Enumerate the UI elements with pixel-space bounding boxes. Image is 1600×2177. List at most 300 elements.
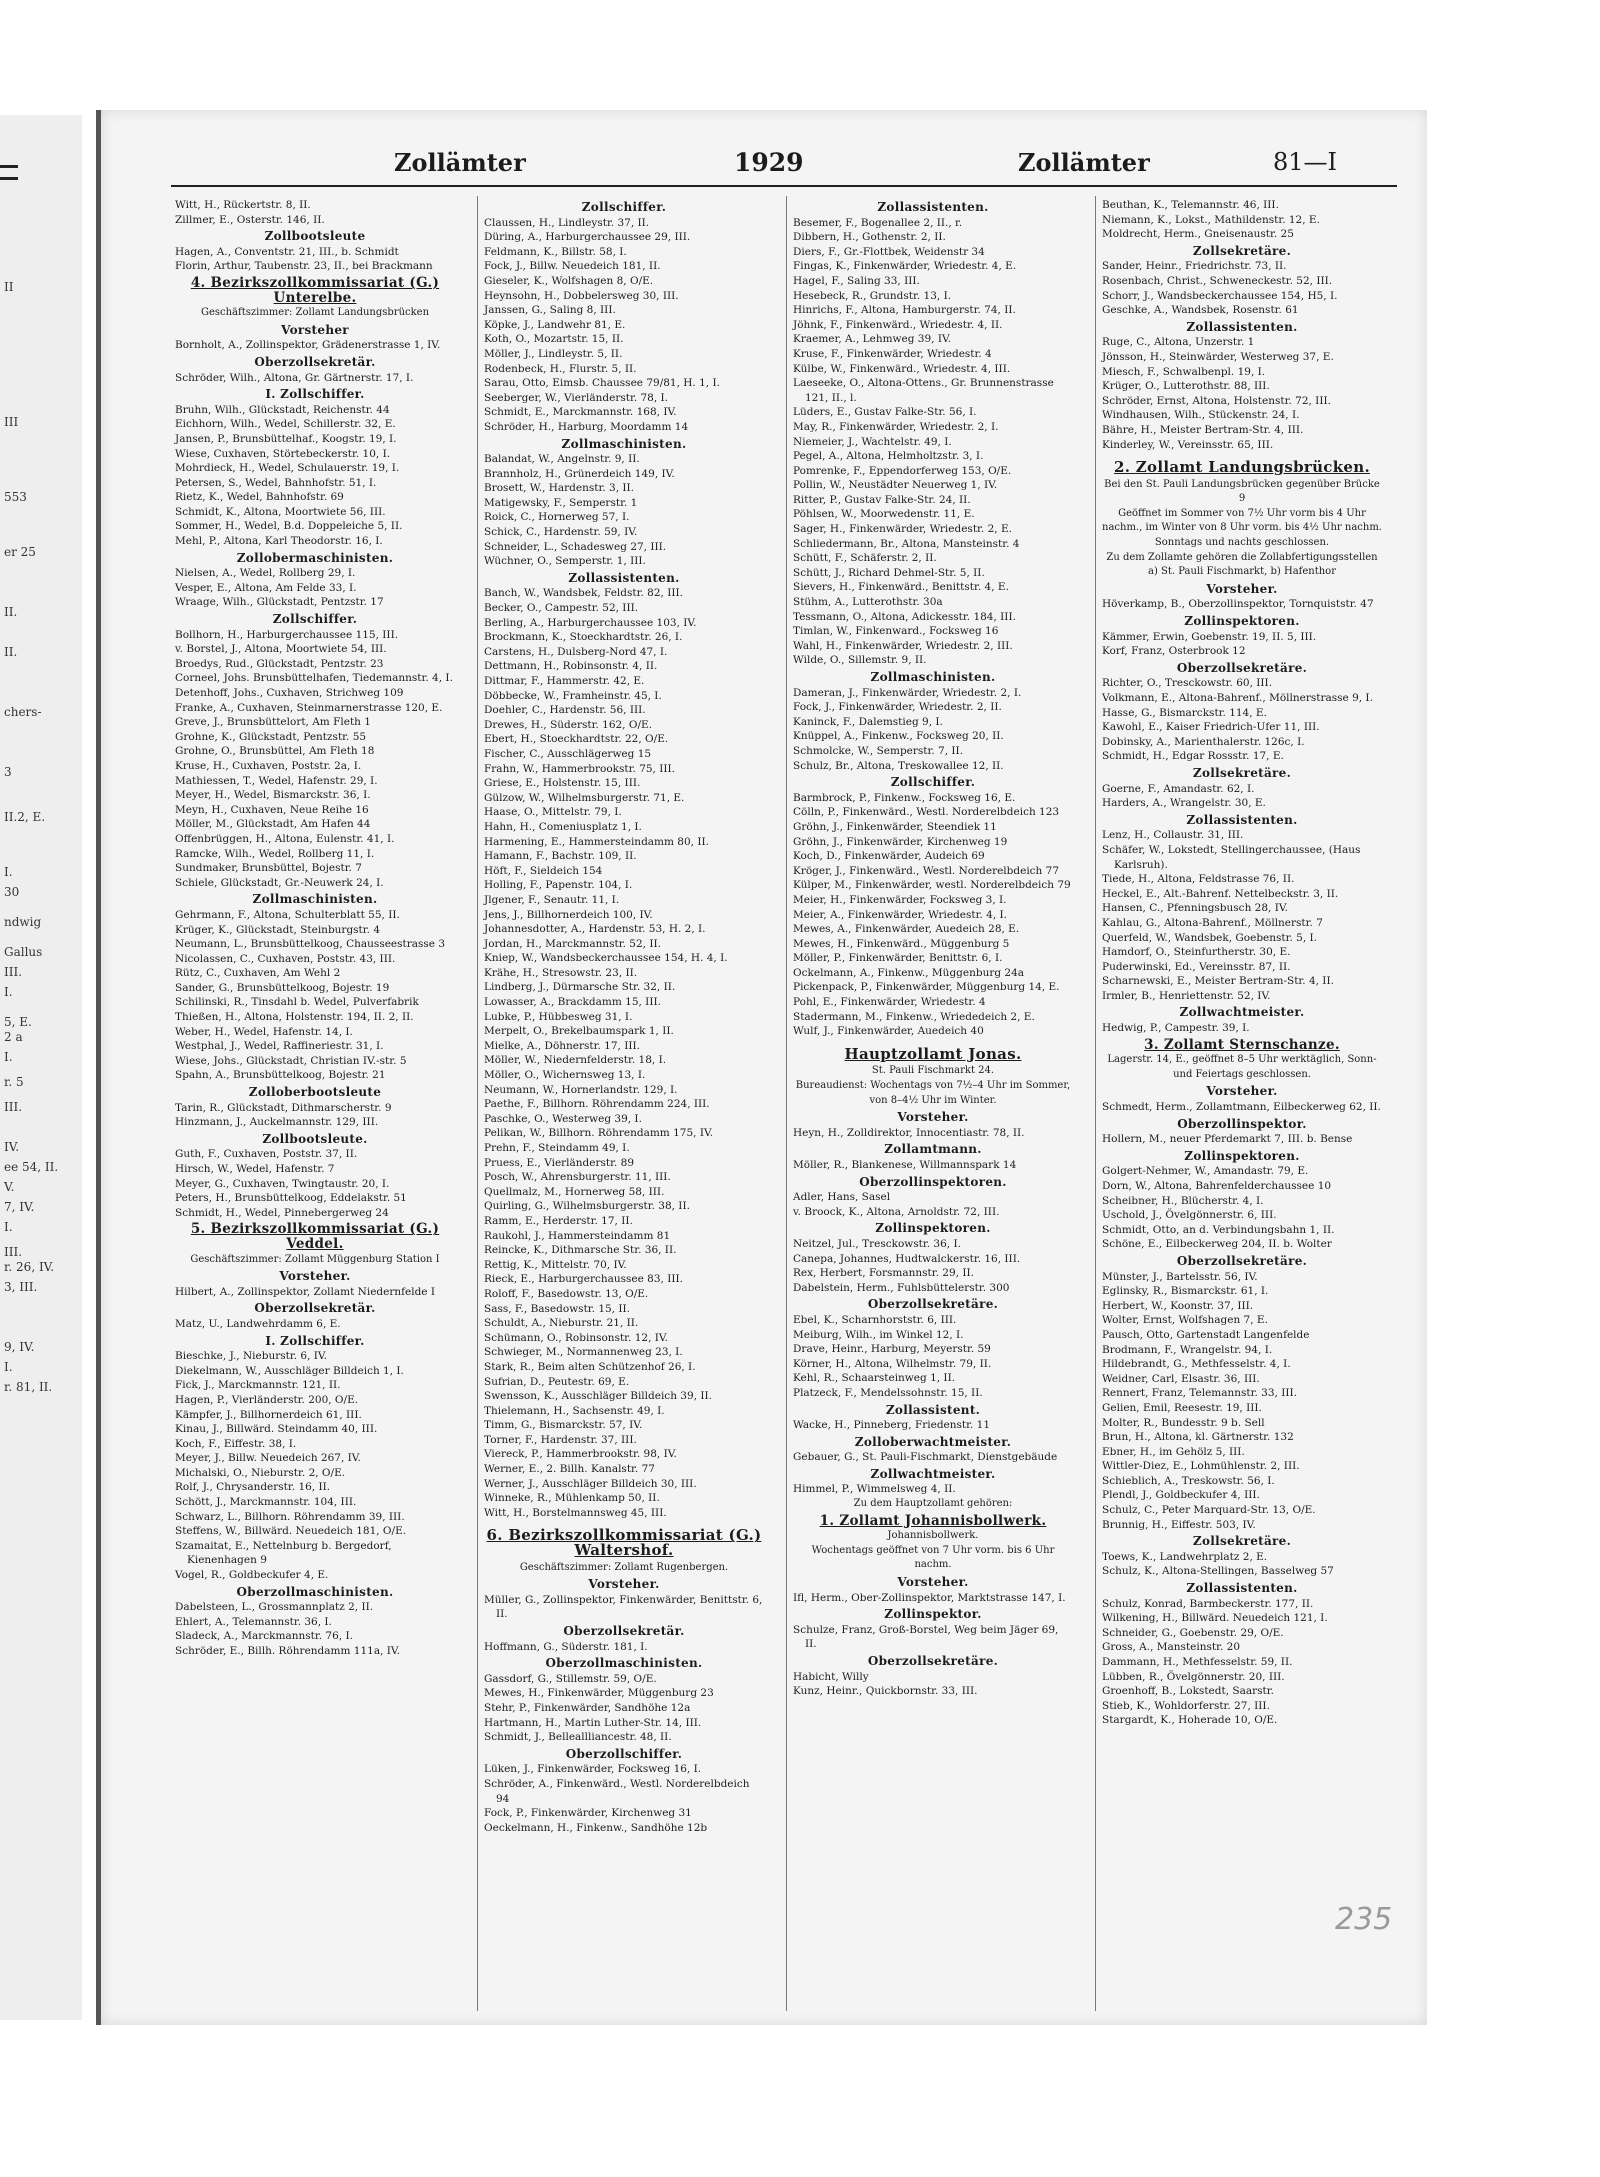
directory-entry: Schmidt, Otto, an d. Verbindungsbahn 1, II. <box>1102 1223 1335 1236</box>
directory-entry: Posch, W., Ahrensburgerstr. 11, III. <box>484 1171 671 1184</box>
previous-page-strip <box>0 115 82 2020</box>
directory-entry: Westphal, J., Wedel, Raffineriestr. 31, I. <box>175 1040 384 1053</box>
directory-entry: Bieschke, J., Nieburstr. 6, IV. <box>175 1350 327 1363</box>
directory-entry: Mohrdieck, H., Wedel, Schulauerstr. 19, I. <box>175 462 400 475</box>
directory-entry: Oeckelmann, H., Finkenw., Sandhöhe 12b <box>484 1821 708 1834</box>
directory-entry: Schümann, O., Robinsonstr. 12, IV. <box>484 1331 668 1344</box>
directory-entry: Ifl, Herm., Ober-Zollinspektor, Marktstrasse 147, I. <box>793 1591 1066 1604</box>
section-heading: Zollwachtmeister. <box>870 1466 996 1481</box>
directory-entry: Lüken, J., Finkenwärder, Focksweg 16, I. <box>484 1763 702 1776</box>
directory-entry: Rex, Herbert, Forsmannstr. 29, II. <box>793 1267 974 1280</box>
header-rule <box>171 185 1397 187</box>
directory-entry: Matigewsky, F., Semperstr. 1 <box>484 496 638 509</box>
directory-entry: Jlgener, F., Senautr. 11, I. <box>484 893 620 906</box>
directory-entry: Rolf, J., Chrysanderstr. 16, II. <box>175 1481 331 1494</box>
directory-entry: Mathiessen, T., Wedel, Hafenstr. 29, I. <box>175 774 378 787</box>
section-heading: Vorsteher. <box>897 1575 969 1590</box>
previous-page-fragment: chers- <box>4 705 42 719</box>
directory-entry: Prehn, F., Steindamm 49, I. <box>484 1142 630 1154</box>
section-heading: 5. Bezirkszollkommissariat (G.) Veddel. <box>190 1221 440 1252</box>
section-heading: Zollsekretäre. <box>1192 243 1292 258</box>
section-heading: Vorsteher. <box>279 1269 351 1284</box>
directory-entry: Torner, F., Hardenstr. 37, III. <box>484 1433 637 1446</box>
directory-entry: Krüger, O., Lutterothstr. 88, III. <box>1102 380 1270 393</box>
directory-entry: Molter, R., Bundesstr. 9 b. Sell <box>1102 1416 1265 1429</box>
directory-entry: Werner, J., Ausschläger Billdeich 30, III. <box>484 1477 697 1490</box>
directory-entry: Ockelmann, A., Finkenw., Müggenburg 24a <box>793 966 1025 979</box>
directory-entry: Bruhn, Wilh., Glückstadt, Reichenstr. 44 <box>175 403 390 416</box>
directory-entry: Richter, O., Tresckowstr. 60, III. <box>1102 677 1273 690</box>
section-heading: 6. Bezirkszollkommissariat (G.) Waltershof. <box>486 1526 762 1560</box>
directory-entry: Sundmaker, Brunsbüttel, Bojestr. 7 <box>175 862 362 875</box>
section-heading: Zollassistenten. <box>568 570 680 585</box>
directory-entry: Rosenbach, Christ., Schweneckestr. 52, III. <box>1102 274 1333 287</box>
directory-entry: Dobinsky, A., Marienthalerstr. 126c, I. <box>1102 735 1305 748</box>
section-heading: Vorsteher. <box>1206 1084 1278 1099</box>
directory-entry: Seeberger, W., Vierländerstr. 78, I. <box>484 391 669 404</box>
directory-entry: Schorr, J., Wandsbeckerchaussee 154, H5, I. <box>1102 289 1338 302</box>
directory-entry: Bollhorn, H., Harburgerchaussee 115, III. <box>175 628 399 641</box>
directory-entry: Hahn, H., Comeniusplatz 1, I. <box>484 820 642 833</box>
directory-entry: Schieblich, A., Treskowstr. 56, I. <box>1102 1474 1275 1487</box>
directory-entry: Haase, O., Mittelstr. 79, I. <box>484 806 622 819</box>
directory-entry: Corneel, Johs. Brunsbüttelhafen, Tiedemannstr. 4, I. <box>175 672 453 685</box>
directory-entry: Stadermann, M., Finkenw., Wriededeich 2, E. <box>793 1010 1035 1023</box>
section-heading: Zollsekretäre. <box>1192 1534 1292 1549</box>
directory-entry: Wilkening, H., Billwärd. Neuedeich 121, I. <box>1102 1612 1328 1625</box>
section-heading: Zollassistenten. <box>1186 1581 1298 1596</box>
directory-entry: Wraage, Wilh., Glückstadt, Pentzstr. 17 <box>175 596 384 609</box>
directory-entry: Neumann, L., Brunsbüttelkoog, Chausseestrasse 3 <box>175 938 446 951</box>
directory-entry: Sager, H., Finkenwärder, Wriedestr. 2, E. <box>793 523 1012 536</box>
section-heading: Oberzollsekretär. <box>254 354 376 369</box>
section-heading: Zollobermaschinisten. <box>236 550 394 565</box>
directory-entry: Sievers, H., Finkenwärd., Benittstr. 4, E. <box>793 581 1009 594</box>
directory-entry: Höft, F., Sieldeich 154 <box>484 864 603 877</box>
directory-entry: Brosett, W., Hardenstr. 3, II. <box>484 482 635 495</box>
directory-entry: Schöne, E., Eilbeckerweg 204, II. b. Wolter <box>1102 1238 1332 1251</box>
text-column-1 <box>175 198 455 1659</box>
directory-entry: Schütt, F., Schäferstr. 2, II. <box>793 552 937 565</box>
directory-entry: Schick, C., Hardenstr. 59, IV. <box>484 526 638 539</box>
previous-page-fragment: ee 54, II. <box>4 1160 59 1174</box>
directory-entry: Möller, P., Finkenwärder, Benittstr. 6, I. <box>793 952 1003 965</box>
directory-entry: Schneider, G., Goebenstr. 29, O/E. <box>1102 1626 1284 1639</box>
directory-entry: Niemann, K., Lokst., Mathildenstr. 12, E. <box>1102 213 1320 226</box>
directory-entry: Matz, U., Landwehrdamm 6, E. <box>175 1317 341 1330</box>
section-heading: Vorsteher. <box>588 1577 660 1592</box>
previous-page-fragment: II. <box>4 605 18 619</box>
directory-entry: Holling, F., Papenstr. 104, I. <box>484 879 633 892</box>
directory-entry: v. Borstel, J., Altona, Moortwiete 54, III. <box>175 643 387 656</box>
section-heading: 1. Zollamt Johannisbollwerk. <box>819 1512 1047 1529</box>
directory-entry: Brunnig, H., Eiffestr. 503, IV. <box>1102 1518 1256 1531</box>
directory-entry: Platzeck, F., Mendelssohnstr. 15, II. <box>793 1386 983 1399</box>
directory-entry: Meiburg, Wilh., im Winkel 12, I. <box>793 1328 964 1341</box>
directory-entry: Hedwig, P., Campestr. 39, I. <box>1102 1022 1250 1035</box>
directory-entry: Wüchner, O., Semperstr. 1, III. <box>484 555 646 568</box>
directory-entry: Neumann, W., Hornerlandstr. 129, I. <box>484 1083 678 1096</box>
directory-entry: Nielsen, A., Wedel, Rollberg 29, I. <box>175 567 356 580</box>
directory-entry: Schmedt, Herm., Zollamtmann, Eilbeckerweg 62, II. <box>1102 1101 1381 1114</box>
directory-entry: Pausch, Otto, Gartenstadt Langenfelde <box>1102 1328 1310 1341</box>
section-note: Johannisbollwerk. <box>887 1530 979 1542</box>
directory-entry: Franke, A., Cuxhaven, Steinmarnerstrasse 120, E. <box>175 701 443 714</box>
directory-entry: Rietz, K., Wedel, Bahnhofstr. 69 <box>175 491 344 504</box>
directory-entry: Diekelmann, W., Ausschläger Billdeich 1, I. <box>175 1364 404 1377</box>
directory-entry: Kraemer, A., Lehmweg 39, IV. <box>793 333 952 346</box>
section-heading: Oberzollinspektor. <box>1177 1116 1307 1131</box>
directory-entry: Hamdorf, O., Steinfurtherstr. 30, E. <box>1102 946 1291 959</box>
text-column-4 <box>1102 198 1382 1728</box>
directory-entry: Moldrecht, Herm., Gneisenaustr. 25 <box>1102 228 1294 241</box>
directory-entry: Jönsson, H., Steinwärder, Westerweg 37, E. <box>1102 350 1334 363</box>
directory-entry: Thießen, H., Altona, Holstenstr. 194, II. 2, II. <box>175 1011 414 1024</box>
directory-entry: Jansen, P., Brunsbüttelhaf., Koogstr. 19, I. <box>175 432 397 445</box>
directory-entry: Rodenbeck, H., Flurstr. 5, II. <box>484 362 637 375</box>
directory-entry: Nicolassen, C., Cuxhaven, Poststr. 43, III. <box>175 952 396 965</box>
previous-page-fragment: r. 26, IV. <box>4 1260 55 1274</box>
directory-entry: Reincke, K., Dithmarsche Str. 36, II. <box>484 1244 677 1257</box>
directory-entry: Schmolcke, W., Semperstr. 7, II. <box>793 744 964 757</box>
running-title-left: Zollämter <box>394 148 526 177</box>
directory-entry: Ritter, P., Gustav Falke-Str. 24, II. <box>793 493 971 506</box>
section-heading: 2. Zollamt Landungsbrücken. <box>1114 458 1370 477</box>
directory-entry: Hinrichs, F., Altona, Hamburgerstr. 74, II. <box>793 304 1016 317</box>
section-heading: Zolloberwachtmeister. <box>854 1434 1012 1449</box>
directory-entry: Grohne, K., Glückstadt, Pentzstr. 55 <box>175 730 367 743</box>
directory-entry: Jens, J., Billhornerdeich 100, IV. <box>484 908 653 921</box>
directory-entry: Berling, A., Harburgerchaussee 103, IV. <box>484 616 697 629</box>
directory-entry: Mielke, A., Döhnerstr. 17, III. <box>484 1039 640 1052</box>
directory-entry: Schröder, A., Finkenwärd., Westl. Norderelbdeich 94 <box>484 1777 753 1805</box>
previous-page-fragment: 2 a <box>4 1030 23 1044</box>
section-heading: Oberzollschiffer. <box>565 1746 683 1761</box>
directory-entry: Hilbert, A., Zollinspektor, Zollamt Niedernfelde I <box>175 1285 436 1298</box>
directory-entry: Feldmann, K., Billstr. 58, I. <box>484 245 627 258</box>
directory-entry: Stieb, K., Wohldorferstr. 27, III. <box>1102 1699 1270 1712</box>
directory-entry: Pomrenke, F., Eppendorferweg 153, O/E. <box>793 464 1012 477</box>
directory-entry: Wahl, H., Finkenwärder, Wriedestr. 2, III. <box>793 639 1013 652</box>
directory-entry: Querfeld, W., Wandsbek, Goebenstr. 5, I. <box>1102 931 1318 944</box>
directory-entry: Fock, P., Finkenwärder, Kirchenweg 31 <box>484 1807 692 1820</box>
directory-entry: Knüppel, A., Finkenw., Focksweg 20, II. <box>793 730 1004 743</box>
directory-entry: Claussen, H., Lindleystr. 37, II. <box>484 216 650 229</box>
section-heading: Zollsekretäre. <box>1192 765 1292 780</box>
section-heading: Oberzollinspektoren. <box>859 1174 1007 1189</box>
directory-entry: Himmel, P., Wimmelsweg 4, II. <box>793 1483 956 1496</box>
directory-entry: Grohne, O., Brunsbüttel, Am Fleth 18 <box>175 745 375 758</box>
directory-entry: Dabelsteen, L., Grossmannplatz 2, II. <box>175 1601 374 1614</box>
directory-entry: Canepa, Johannes, Hudtwalckerstr. 16, III. <box>793 1252 1021 1265</box>
section-heading: Zollassistent. <box>885 1402 981 1417</box>
directory-entry: Doehler, C., Hardenstr. 56, III. <box>484 704 646 717</box>
directory-entry: Merpelt, O., Brekelbaumspark 1, II. <box>484 1025 674 1038</box>
directory-entry: Geschke, A., Wandsbek, Rosenstr. 61 <box>1102 304 1299 317</box>
directory-entry: Koch, F., Eiffestr. 38, I. <box>175 1437 297 1450</box>
directory-entry: Paschke, O., Westerweg 39, I. <box>484 1112 642 1125</box>
text-column-3 <box>793 198 1073 1699</box>
directory-entry: Pelikan, W., Billhorn. Röhrendamm 175, IV. <box>484 1127 714 1140</box>
section-heading: Zollmaschinisten. <box>870 670 996 684</box>
previous-page-fragment: r. 81, II. <box>4 1380 53 1394</box>
directory-entry: Hagen, P., Vierländerstr. 200, O/E. <box>175 1393 359 1406</box>
section-heading: I. Zollschiffer. <box>265 387 365 402</box>
directory-entry: Neitzel, Jul., Tresckowstr. 36, I. <box>793 1237 961 1250</box>
section-heading: 3. Zollamt Sternschanze. <box>1144 1036 1340 1053</box>
directory-entry: Brun, H., Altona, kl. Gärtnerstr. 132 <box>1102 1431 1294 1444</box>
directory-entry: Wiese, Cuxhaven, Störtebeckerstr. 10, I. <box>175 447 391 460</box>
previous-page-rule <box>0 165 18 168</box>
section-heading: Zollinspektoren. <box>875 1221 991 1236</box>
directory-entry: Kinderley, W., Vereinsstr. 65, III. <box>1102 438 1274 451</box>
section-heading: Zollwachtmeister. <box>1179 1005 1305 1020</box>
pencil-annotation: 235 <box>1335 1902 1393 1937</box>
directory-entry: Schwarz, L., Billhorn. Röhrendamm 39, III. <box>175 1510 405 1523</box>
directory-entry: Rettig, K., Mittelstr. 70, IV. <box>484 1258 627 1271</box>
directory-entry: Gassdorf, G., Stillemstr. 59, O/E. <box>484 1672 657 1685</box>
directory-entry: Meyer, H., Wedel, Bismarckstr. 36, I. <box>175 789 371 802</box>
directory-entry: Greve, J., Brunsbüttelort, Am Fleth 1 <box>175 716 371 729</box>
directory-entry: Thielemann, H., Sachsenstr. 49, I. <box>484 1404 665 1417</box>
directory-entry: Volkmann, E., Altona-Bahrenf., Möllnerstrasse 9, I. <box>1102 692 1373 704</box>
directory-entry: Schröder, Ernst, Altona, Holstenstr. 72, III. <box>1102 394 1331 407</box>
directory-entry: Wilde, O., Sillemstr. 9, II. <box>793 654 927 667</box>
directory-entry: Hansen, C., Pfenningsbusch 28, IV. <box>1102 902 1288 915</box>
previous-page-fragment: I. <box>4 985 13 999</box>
directory-entry: Wittler-Diez, E., Lohmühlenstr. 2, III. <box>1102 1460 1300 1473</box>
directory-entry: Gelien, Emil, Reesestr. 19, III. <box>1102 1401 1262 1414</box>
directory-entry: Koth, O., Mozartstr. 15, II. <box>484 333 624 346</box>
directory-entry: Kämpfer, J., Billhornerdeich 61, III. <box>175 1408 362 1421</box>
directory-entry: Miesch, F., Schwalbenpl. 19, I. <box>1102 365 1266 378</box>
directory-entry: Kaninck, F., Dalemstieg 9, I. <box>793 715 943 728</box>
directory-entry: Schwieger, M., Normannenweg 23, I. <box>484 1346 683 1359</box>
directory-entry: Schliedermann, Br., Altona, Mansteinstr. 4 <box>793 537 1020 550</box>
directory-entry: Hasse, G., Bismarckstr. 114, E. <box>1102 706 1267 719</box>
directory-entry: Pegel, A., Altona, Helmholtzstr. 3, I. <box>793 450 984 463</box>
directory-entry: Viereck, P., Hammerbrookstr. 98, IV. <box>484 1448 677 1461</box>
directory-entry: Tiede, H., Altona, Feldstrasse 76, II. <box>1102 873 1295 886</box>
directory-entry: Pöhlsen, W., Moorwedenstr. 11, E. <box>793 508 975 521</box>
directory-entry: Mehl, P., Altona, Karl Theodorstr. 16, I. <box>175 535 383 548</box>
previous-page-fragment: I. <box>4 865 13 879</box>
directory-entry: Ebner, H., im Gehölz 5, III. <box>1102 1445 1245 1458</box>
directory-entry: Kehl, R., Schaarsteinweg 1, II. <box>793 1372 956 1385</box>
previous-page-fragment: 9, IV. <box>4 1340 35 1354</box>
directory-entry: Lüders, E., Gustav Falke-Str. 56, I. <box>793 406 977 419</box>
directory-entry: Krähe, H., Stresowstr. 23, II. <box>484 966 638 979</box>
directory-entry: Dittmar, F., Hammerstr. 42, E. <box>484 675 645 687</box>
previous-page-fragment: I. <box>4 1050 13 1064</box>
running-title-right: Zollämter <box>1018 148 1150 177</box>
directory-entry: Stark, R., Beim alten Schützenhof 26, I. <box>484 1360 696 1373</box>
directory-entry: Swensson, K., Ausschläger Billdeich 39, II. <box>484 1390 712 1403</box>
directory-entry: Rütz, C., Cuxhaven, Am Wehl 2 <box>175 967 341 980</box>
directory-entry: Korf, Franz, Osterbrook 12 <box>1102 645 1246 658</box>
directory-entry: Carstens, H., Dulsberg-Nord 47, I. <box>484 645 668 658</box>
directory-entry: Külper, M., Finkenwärder, westl. Norderelbdeich 79 <box>793 879 1071 892</box>
directory-entry: Quirling, G., Wilhelmsburgerstr. 38, II. <box>484 1200 690 1213</box>
previous-page-fragment: er 25 <box>4 545 36 559</box>
directory-entry: Vesper, E., Altona, Am Felde 33, I. <box>175 581 357 594</box>
previous-page-fragment: 3, III. <box>4 1280 38 1294</box>
directory-entry: Schröder, Wilh., Altona, Gr. Gärtnerstr. 17, I. <box>175 371 414 384</box>
section-heading: I. Zollschiffer. <box>265 1333 365 1348</box>
directory-entry: Uschold, J., Övelgönnerstr. 6, III. <box>1102 1209 1277 1222</box>
directory-entry: Johannesdotter, A., Hardenstr. 53, H. 2, I. <box>484 923 706 936</box>
directory-entry: Paethe, F., Billhorn. Röhrendamm 224, III. <box>484 1098 710 1111</box>
previous-page-fragment: IV. <box>4 1140 20 1154</box>
directory-entry: Krüger, K., Glückstadt, Steinburgstr. 4 <box>175 923 380 936</box>
directory-entry: Heynsohn, H., Dobbelersweg 30, III. <box>484 289 679 302</box>
directory-entry: Heckel, E., Alt.-Bahrenf. Nettelbeckstr. 3, II. <box>1102 887 1339 900</box>
section-note: Wochentags geöffnet von 7 Uhr vorm. bis 6 Uhr nachm. <box>811 1544 1055 1571</box>
section-heading: Oberzollsekretäre. <box>1176 1253 1308 1268</box>
text-column-2 <box>484 198 764 1835</box>
section-heading: Zollamtmann. <box>884 1142 982 1157</box>
directory-entry: Sladeck, A., Marckmannstr. 76, I. <box>175 1630 353 1643</box>
section-heading: Zollschiffer. <box>890 775 976 790</box>
directory-entry: Kämmer, Erwin, Goebenstr. 19, II. 5, III. <box>1102 630 1317 643</box>
directory-entry: Witt, H., Borstelmannsweg 45, III. <box>484 1506 667 1519</box>
section-heading: Zollschiffer. <box>272 612 358 627</box>
section-note: Geschäftszimmer: Zollamt Landungsbrücken <box>200 307 430 319</box>
directory-entry: Tarin, R., Glückstadt, Dithmarscherstr. 9 <box>175 1101 392 1114</box>
directory-entry: Hildebrandt, G., Methfesselstr. 4, I. <box>1102 1358 1291 1371</box>
directory-entry: Laeseeke, O., Altona-Ottens., Gr. Brunnenstrasse 121, II., l. <box>793 377 1058 404</box>
directory-entry: Spahn, A., Brunsbüttelkoog, Bojestr. 21 <box>175 1069 386 1082</box>
directory-entry: Pickenpack, P., Finkenwärder, Müggenburg 14, E. <box>793 981 1060 994</box>
section-heading: Vorsteher <box>281 322 349 337</box>
directory-entry: Gröhn, J., Finkenwärder, Steendiek 11 <box>793 820 997 833</box>
directory-entry: Schilinski, R., Tinsdahl b. Wedel, Pulverfabrik <box>175 996 419 1009</box>
directory-entry: Janssen, G., Saling 8, III. <box>484 304 616 317</box>
directory-entry: Gross, A., Mansteinstr. 20 <box>1102 1641 1241 1654</box>
directory-entry: Körner, H., Altona, Wilhelmstr. 79, II. <box>793 1357 992 1370</box>
section-note: Lagerstr. 14, E., geöffnet 8–5 Uhr werktäglich, Sonn- und Feiertags geschlossen. <box>1107 1054 1377 1080</box>
directory-entry: Mewes, H., Finkenwärd., Müggenburg 5 <box>793 937 1010 950</box>
directory-entry: Becker, O., Campestr. 52, III. <box>484 602 639 615</box>
directory-entry: Ebel, K., Scharnhorststr. 6, III. <box>793 1313 957 1326</box>
previous-page-fragment: II <box>4 280 14 294</box>
section-heading: Oberzollsekretäre. <box>1176 660 1308 675</box>
directory-entry: Offenbrüggen, H., Altona, Eulenstr. 41, I. <box>175 832 395 845</box>
directory-entry: Lowasser, A., Brackdamm 15, III. <box>484 996 661 1009</box>
directory-entry: May, R., Finkenwärder, Wriedestr. 2, I. <box>793 420 999 433</box>
directory-entry: Schulz, Br., Altona, Treskowallee 12, II. <box>793 759 1004 772</box>
section-heading: Oberzollmaschinisten. <box>545 1656 703 1671</box>
directory-entry: Fock, J., Finkenwärder, Wriedestr. 2, II. <box>793 701 1002 714</box>
section-heading: Oberzollsekretäre. <box>867 1297 999 1312</box>
directory-entry: Kruse, F., Finkenwärder, Wriedestr. 4 <box>793 347 992 360</box>
directory-entry: Koch, D., Finkenwärder, Audeich 69 <box>793 850 985 863</box>
directory-entry: Dabelstein, Herm., Fuhlsbüttelerstr. 300 <box>793 1281 1010 1294</box>
directory-entry: Hartmann, H., Martin Luther-Str. 14, III. <box>484 1716 702 1729</box>
directory-entry: Steffens, W., Billwärd. Neuedeich 181, O/E. <box>175 1525 407 1538</box>
page-header <box>101 110 1427 210</box>
directory-entry: Külbe, W., Finkenwärd., Wriedestr. 4, III. <box>793 362 1011 375</box>
directory-entry: Hamann, F., Bachstr. 109, II. <box>484 850 637 863</box>
directory-entry: Bornholt, A., Zollinspektor, Grädenerstrasse 1, IV. <box>175 339 441 352</box>
directory-entry: Weidner, Carl, Elsastr. 36, III. <box>1102 1372 1260 1385</box>
directory-entry: Hesebeck, R., Grundstr. 13, I. <box>793 289 952 302</box>
directory-entry: Sarau, Otto, Eimsb. Chaussee 79/81, H. 1, I. <box>484 377 720 390</box>
directory-entry: Drave, Heinr., Harburg, Meyerstr. 59 <box>793 1343 991 1356</box>
directory-entry: Mewes, A., Finkenwärder, Auedeich 28, E. <box>793 923 1020 936</box>
section-heading: Zollassistenten. <box>1186 812 1298 827</box>
directory-entry: Roick, C., Hornerweg 57, I. <box>484 511 630 524</box>
directory-entry: Petersen, S., Wedel, Bahnhofstr. 51, I. <box>175 476 377 489</box>
directory-entry: Irmler, B., Henriettenstr. 52, IV. <box>1102 989 1271 1002</box>
directory-entry: Schröder, H., Harburg, Moordamm 14 <box>484 420 689 433</box>
directory-entry: v. Broock, K., Altona, Arnoldstr. 72, III. <box>793 1205 1000 1218</box>
directory-entry: Puderwinski, Ed., Vereinsstr. 87, II. <box>1102 960 1291 973</box>
directory-entry: Florin, Arthur, Taubenstr. 23, II., bei Brackmann <box>175 260 433 273</box>
directory-entry: Harders, A., Wrangelstr. 30, E. <box>1102 797 1266 810</box>
previous-page-fragment: ndwig <box>4 915 42 929</box>
directory-entry: Tessmann, O., Altona, Adickesstr. 184, III. <box>793 610 1016 623</box>
directory-entry: Stargardt, K., Hoherade 10, O/E. <box>1102 1714 1278 1727</box>
section-note: Bei den St. Pauli Landungsbrücken gegenüber Brücke 9 <box>1104 478 1380 505</box>
directory-entry: Schneider, L., Schadesweg 27, III. <box>484 540 667 553</box>
section-note: Geschäftszimmer: Zollamt Rugenbergen. <box>519 1561 729 1573</box>
directory-entry: Meier, A., Finkenwärder, Wriedestr. 4, I. <box>793 908 1007 921</box>
previous-page-fragment: III. <box>4 1100 23 1114</box>
directory-entry: Sufrian, D., Peutestr. 69, E. <box>484 1375 630 1388</box>
directory-entry: Gieseler, K., Wolfshagen 8, O/E. <box>484 274 654 287</box>
directory-entry: Hirsch, W., Wedel, Hafenstr. 7 <box>175 1163 335 1175</box>
directory-entry: Szamaitat, E., Nettelnburg b. Bergedorf, Kienenhagen 9 <box>175 1539 395 1567</box>
previous-page-rule <box>0 177 18 180</box>
directory-page <box>96 110 1427 2025</box>
directory-entry: Windhausen, Wilh., Stückenstr. 24, I. <box>1102 409 1300 422</box>
directory-entry: Brodmann, F., Wrangelstr. 94, I. <box>1102 1343 1273 1356</box>
directory-entry: Drewes, H., Süderstr. 162, O/E. <box>484 718 653 731</box>
directory-entry: Peters, H., Brunsbüttelkoog, Eddelakstr. 51 <box>175 1192 407 1205</box>
directory-entry: Ebert, H., Stoeckhardtstr. 22, O/E. <box>484 733 669 746</box>
directory-entry: Meyer, J., Billw. Neuedeich 267, IV. <box>175 1452 361 1465</box>
directory-entry: Brannholz, H., Grünerdeich 149, IV. <box>484 467 675 480</box>
directory-entry: Lenz, H., Collaustr. 31, III. <box>1102 829 1244 842</box>
directory-entry: Meyer, G., Cuxhaven, Twingtaustr. 20, I. <box>175 1177 390 1190</box>
directory-entry: Bähre, H., Meister Bertram-Str. 4, III. <box>1102 423 1304 436</box>
previous-page-fragment: 553 <box>4 490 27 504</box>
directory-entry: Roloff, F., Basedowstr. 13, O/E. <box>484 1287 649 1300</box>
directory-entry: Schmidt, J., Belleallliancestr. 48, II. <box>484 1731 672 1744</box>
directory-entry: Ruge, C., Altona, Unzerstr. 1 <box>1102 336 1255 349</box>
previous-page-fragment: I. <box>4 1220 13 1234</box>
directory-entry: Sander, G., Brunsbüttelkoog, Bojestr. 19 <box>175 981 390 994</box>
directory-entry: Hoffmann, G., Süderstr. 181, I. <box>484 1640 648 1653</box>
directory-entry: Hollern, M., neuer Pferdemarkt 7, III. b. Bense <box>1102 1133 1353 1146</box>
section-heading: Zollbootsleute. <box>262 1131 368 1146</box>
directory-entry: Heyn, H., Zolldirektor, Innocentiastr. 78, II. <box>793 1126 1025 1139</box>
directory-entry: Wolter, Ernst, Wolfshagen 7, E. <box>1102 1314 1268 1327</box>
section-note: Bureaudienst: Wochentags von 7½–4 Uhr im Sommer, von 8–4½ Uhr im Winter. <box>795 1080 1071 1106</box>
column-divider <box>1095 196 1096 2011</box>
section-note: Geöffnet im Sommer von 7½ Uhr vorm bis 4 Uhr nachm., im Winter von 8 Uhr vorm. bis 4½ Uhr nachm. Sonntags und nachts geschlossen. <box>1102 507 1382 549</box>
directory-entry: Witt, H., Rückertstr. 8, II. <box>175 199 311 211</box>
column-divider <box>477 196 478 2011</box>
directory-entry: Balandat, W., Angelnstr. 9, II. <box>484 453 640 466</box>
directory-entry: Michalski, O., Nieburstr. 2, O/E. <box>175 1466 346 1479</box>
directory-entry: Eichhorn, Wilh., Wedel, Schillerstr. 32, E. <box>175 418 396 431</box>
section-heading: Oberzollsekretär. <box>254 1301 376 1316</box>
directory-entry: Schulze, Franz, Groß-Borstel, Weg beim Jäger 69, II. <box>793 1623 1062 1651</box>
directory-entry: Beuthan, K., Telemannstr. 46, III. <box>1102 199 1279 211</box>
directory-entry: Mewes, H., Finkenwärder, Müggenburg 23 <box>484 1687 714 1700</box>
